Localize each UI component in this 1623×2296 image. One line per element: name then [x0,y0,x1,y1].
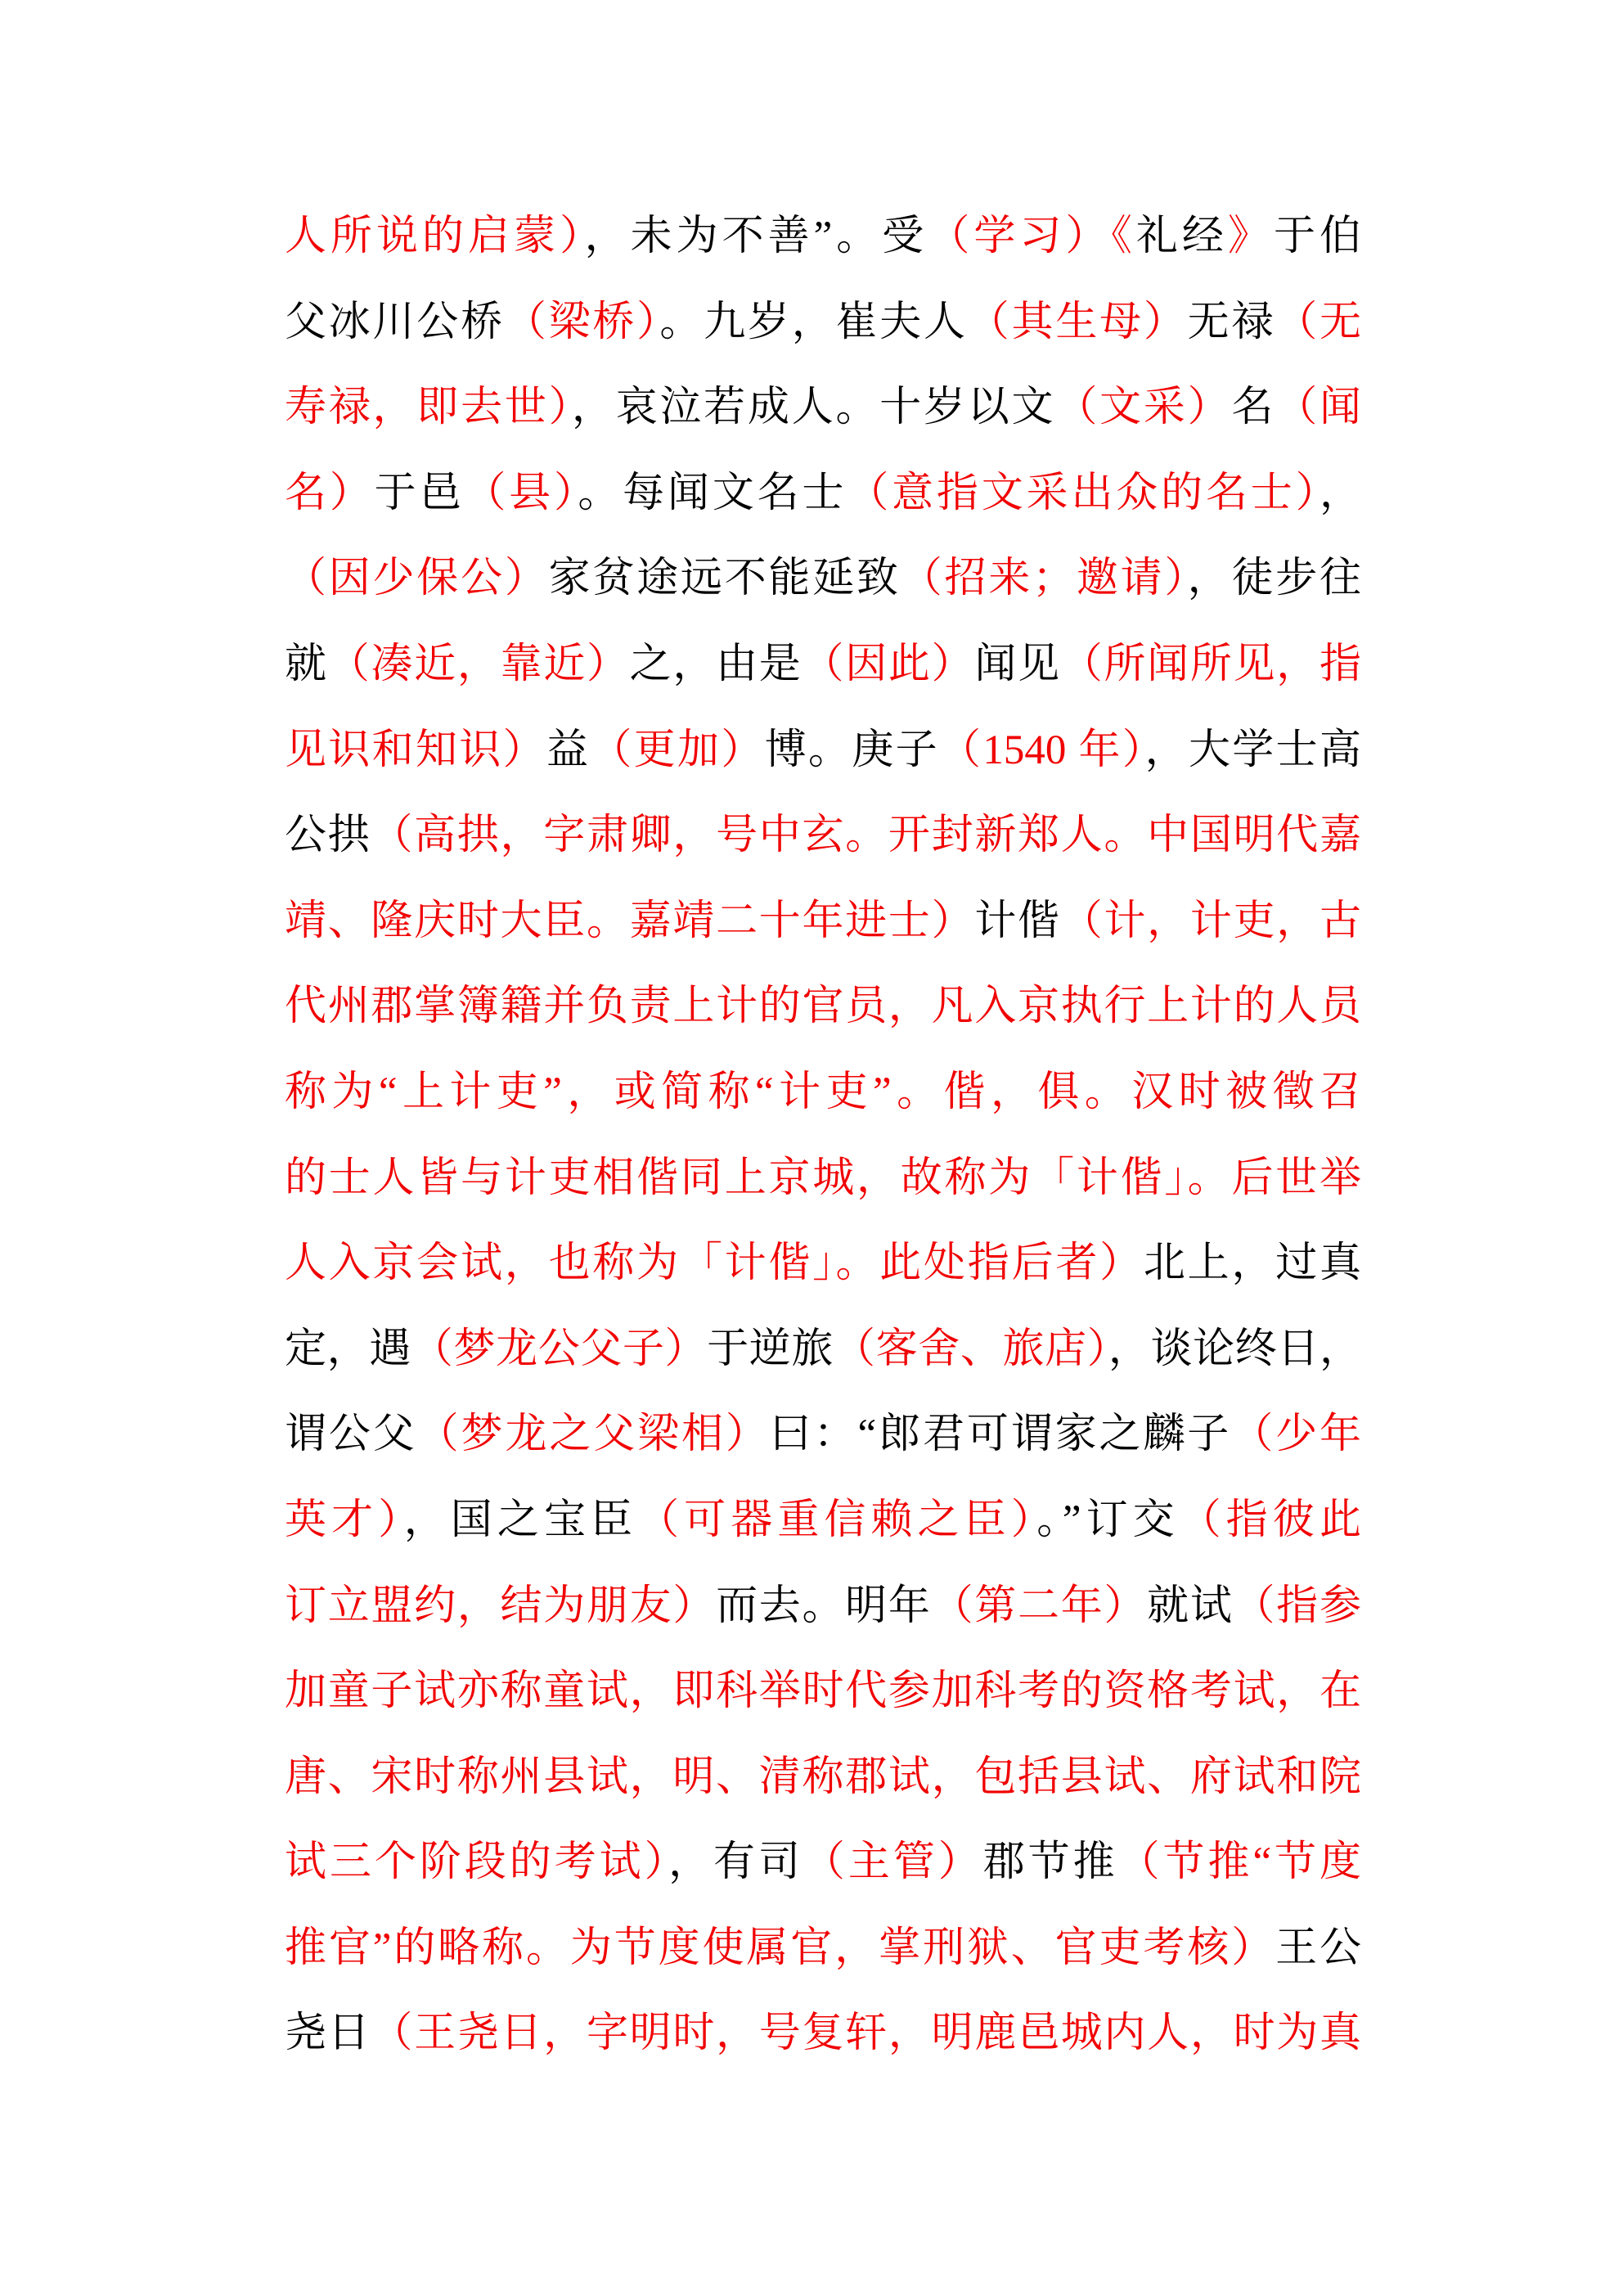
text-line [285,1735,1361,1821]
annotation-text: 的士人皆与计吏相偕同上京城，故称为「计偕」。后世举 [285,1155,1361,1201]
text-line [285,964,1361,1050]
body-text: 就试 [1147,1582,1234,1629]
annotation-text: 英才） [285,1497,404,1543]
annotation-text: （高拱，字肃卿，号中玄。开封新郑人。中国明代嘉 [371,813,1361,859]
text-line [285,879,1361,965]
annotation-text: （其生母） [967,299,1188,345]
annotation-text: （节推“节度 [1117,1839,1361,1886]
text-line [285,1564,1361,1650]
text-line [285,708,1361,794]
body-text: 闻见 [974,641,1061,687]
body-text: ，哀泣若成人。十岁以文 [571,385,1056,431]
annotation-text: 人入京会试，也称为「计偕」。此处指后者） [285,1240,1144,1287]
annotation-text: （无 [1275,299,1361,345]
body-text: 郡节推 [982,1839,1118,1886]
annotation-text: 名） [285,470,375,516]
body-text: 礼经 [1135,214,1228,259]
body-text: 公拱 [285,813,371,859]
body-text: 名 [1231,385,1276,431]
text-block [285,194,1361,2077]
annotation-text: 见识和知识） [285,727,546,773]
annotation-text: （梦龙公父子） [411,1326,708,1372]
text-line [285,1050,1361,1136]
text-line [285,1392,1361,1478]
body-text: 而去。明年 [716,1582,932,1629]
body-text: 之，由是 [629,641,803,687]
annotation-text: 唐、宋时称州县试，明、清称郡试，包括县试、府试和院 [285,1754,1361,1800]
text-line [285,194,1361,280]
annotation-text: 称为“上计吏”，或简称“计吏”。偕，俱。汉时被徵召 [285,1069,1361,1115]
annotation-text: 人所说的启蒙） [285,214,585,259]
annotation-text: 》 [1227,214,1274,259]
text-line [285,1136,1361,1222]
annotation-text: （第二年） [931,1582,1148,1629]
annotation-text: （学习） [928,214,1112,259]
body-text: ，徒步往 [1187,556,1361,602]
annotation-text: 寿禄，即去世） [285,385,572,431]
annotation-text: （招来；邀请） [900,556,1188,602]
annotation-text: 代州郡掌簿籍并负责上计的官员，凡入京执行上计的人员 [285,984,1361,1030]
annotation-text: （少年 [1231,1411,1361,1458]
text-line [285,622,1361,708]
body-text: ，大学士高 [1144,727,1361,773]
text-line [285,1906,1361,1992]
annotation-text: （可器重信赖之臣） [637,1497,1037,1543]
text-line [285,1991,1361,2077]
body-text: 于逆旅 [707,1326,834,1372]
annotation-text: （所闻所见，指 [1060,641,1361,687]
text-line [285,1649,1361,1735]
annotation-text: （客舍、旅店） [834,1326,1108,1372]
annotation-text: 订立盟约，结为朋友） [285,1582,717,1629]
text-line [285,1478,1361,1564]
text-line [285,280,1361,366]
annotation-text: （梁桥） [504,299,660,345]
body-text: 就 [285,641,328,687]
body-text: 谓公父 [285,1411,417,1458]
text-line [285,1221,1361,1307]
annotation-text: （主管） [803,1839,983,1886]
annotation-text: （闻 [1275,385,1361,431]
annotation-text: （意指文采出众的名士） [847,470,1320,516]
annotation-text: （因此） [802,641,975,687]
annotation-text: 推官”的略称。为节度使属官，掌刑狱、官吏考核） [285,1925,1276,1971]
annotation-text: 试三个阶段的考试） [285,1839,669,1886]
text-line [285,536,1361,622]
text-line [285,1307,1361,1393]
annotation-text: （凑近，靠近） [327,641,630,687]
text-line [285,793,1361,879]
body-text: 王公 [1275,1925,1361,1971]
body-text: ，国之宝臣 [403,1497,638,1543]
annotation-text: （梦龙之父梁相） [416,1411,770,1458]
body-text: 。九岁，崔夫人 [659,299,968,345]
text-line [285,365,1361,451]
body-text: 于邑 [374,470,465,516]
body-text: ， [1319,470,1361,516]
annotation-text: （1540 年） [939,727,1145,773]
body-text: 定，遇 [285,1326,411,1372]
body-text: ，谈论终日， [1108,1326,1361,1372]
text-line [285,1820,1361,1906]
body-text: 父冰川公桥 [285,299,505,345]
body-text: 。每闻文名士 [578,470,847,516]
body-text: 益 [546,727,591,773]
body-text: 曰：“郎君可谓家之麟子 [769,1411,1232,1458]
body-text: 于伯 [1273,214,1361,259]
body-text: 无禄 [1187,299,1276,345]
body-text: ，未为不善”。受 [584,214,928,259]
body-text: 计偕 [974,898,1061,944]
annotation-text: 靖、隆庆时大臣。嘉靖二十年进士） [285,898,975,944]
annotation-text: （更加） [590,727,765,773]
body-text: 尧日 [285,2010,371,2057]
annotation-text: （计，计吏，古 [1060,898,1361,944]
text-line [285,451,1361,537]
body-text: 家贫途远不能延致 [548,556,901,602]
body-text: 。”订交 [1036,1497,1180,1543]
annotation-text: （县） [464,470,578,516]
body-text: 博。庚子 [764,727,940,773]
body-text: 北上，过真 [1143,1240,1361,1287]
annotation-text: （指彼此 [1179,1497,1361,1543]
body-text: ，有司 [668,1839,803,1886]
annotation-text: （文采） [1055,385,1232,431]
annotation-text: （因少保公） [285,556,549,602]
annotation-text: （王尧日，字明时，号复轩，明鹿邑城内人，时为真 [371,2010,1361,2057]
annotation-text: （指参 [1233,1582,1361,1629]
annotation-text: 《 [1111,214,1136,259]
annotation-text: 加童子试亦称童试，即科举时代参加科考的资格考试，在 [285,1668,1361,1715]
